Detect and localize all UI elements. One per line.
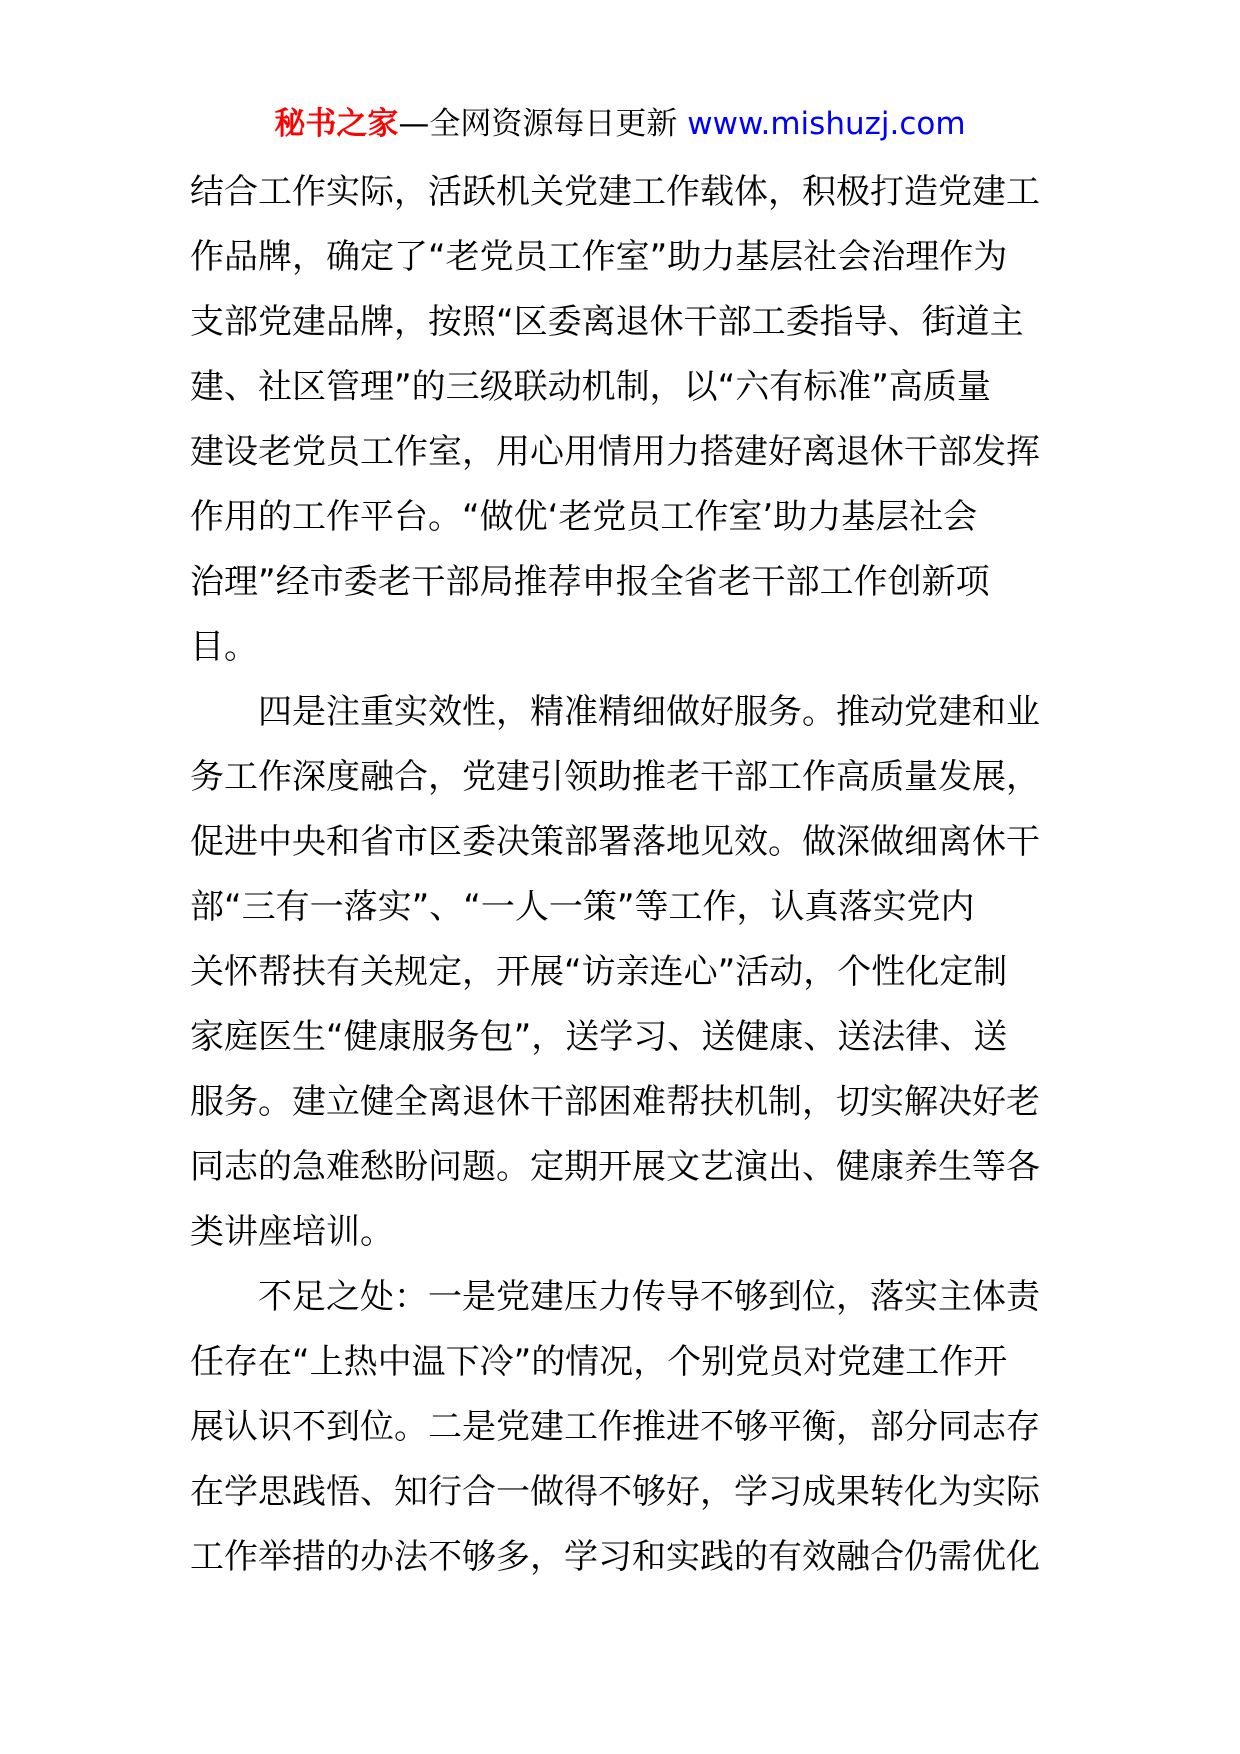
site-header xyxy=(0,104,1240,144)
text-line: 类讲座培训。 xyxy=(190,1212,394,1252)
text-line: 任存在“上热中温下冷”的情况，个别党员对党建工作开 xyxy=(190,1342,1008,1382)
text-line: 促进中央和省市区委决策部署落地见效。做深做细离休干 xyxy=(190,822,1040,862)
text-line: 服务。建立健全离退休干部困难帮扶机制，切实解决好老 xyxy=(190,1082,1040,1122)
text-line: 展认识不到位。二是党建工作推进不够平衡，部分同志存 xyxy=(190,1407,1040,1447)
text-line: 结合工作实际，活跃机关党建工作载体，积极打造党建工 xyxy=(190,172,1040,212)
text-line: 工作举措的办法不够多，学习和实践的有效融合仍需优化 xyxy=(190,1537,1040,1577)
text-line: 部“三有一落实”、“一人一策”等工作，认真落实党内 xyxy=(190,887,975,927)
text-line: 目。 xyxy=(190,627,258,667)
paragraph-start-line: 四是注重实效性，精准精细做好服务。推动党建和业 xyxy=(258,692,1040,732)
site-tagline: —全网资源每日更新 xyxy=(398,106,678,142)
text-line: 家庭医生“健康服务包”，送学习、送健康、送法律、送 xyxy=(190,1017,1008,1057)
text-line: 务工作深度融合，党建引领助推老干部工作高质量发展， xyxy=(190,757,1040,797)
text-line: 作品牌，确定了“老党员工作室”助力基层社会治理作为 xyxy=(190,237,1008,277)
document-body xyxy=(190,160,1060,1590)
text-line: 作用的工作平台。“做优‘老党员工作室’助力基层社会 xyxy=(190,497,978,537)
text-line: 同志的急难愁盼问题。定期开展文艺演出、健康养生等各 xyxy=(190,1147,1040,1187)
site-brand: 秘书之家 xyxy=(274,106,399,142)
text-line: 关怀帮扶有关规定，开展“访亲连心”活动，个性化定制 xyxy=(190,952,1008,992)
site-url-link[interactable]: www.mishuzj.com xyxy=(687,106,966,142)
text-line: 建、社区管理”的三级联动机制，以“六有标准”高质量 xyxy=(190,367,991,407)
text-line: 治理”经市委老干部局推荐申报全省老干部工作创新项 xyxy=(190,562,990,602)
text-line: 支部党建品牌，按照“区委离退休干部工委指导、街道主 xyxy=(190,302,1024,342)
text-line: 建设老党员工作室，用心用情用力搭建好离退休干部发挥 xyxy=(190,432,1040,472)
paragraph-start-line: 不足之处：一是党建压力传导不够到位，落实主体责 xyxy=(258,1277,1040,1317)
text-line: 在学思践悟、知行合一做得不够好，学习成果转化为实际 xyxy=(190,1472,1040,1512)
